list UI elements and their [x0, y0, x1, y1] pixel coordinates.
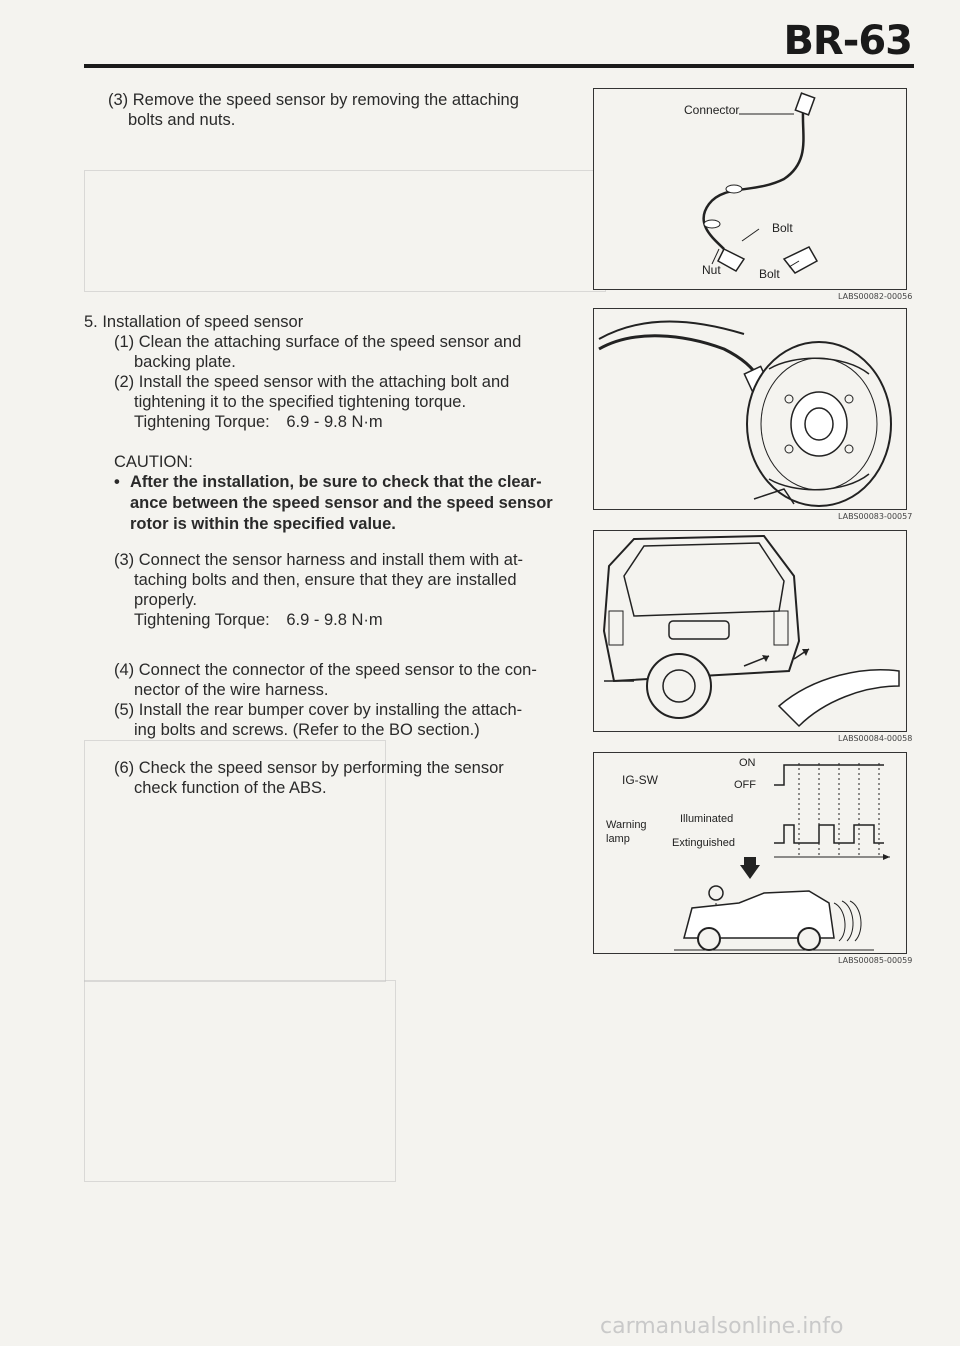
vehicle-rear-illustration [594, 531, 906, 731]
label-illuminated: Illuminated [680, 813, 734, 825]
caution-block [114, 452, 584, 535]
install-step-1-line2: backing plate. [134, 353, 236, 371]
install-step-2-line2: tightening it to the specified tightening torque. [134, 393, 467, 411]
installation-section [84, 312, 584, 432]
torque-label: Tightening Torque: [134, 611, 270, 629]
install-step-1 [84, 332, 584, 372]
install-step-1-line1: (1) Clean the attaching surface of the speed sensor and [114, 333, 522, 351]
caution-line3: rotor is within the specified value. [130, 515, 396, 533]
figure-1-code: LABS00082-00056 [838, 292, 913, 301]
figure-speed-sensor-removal [593, 88, 907, 290]
install-step-6 [114, 758, 584, 798]
label-bolt-upper: Bolt [772, 221, 793, 235]
figure-abs-check-chart [593, 752, 907, 954]
figure-2-code: LABS00083-00057 [838, 512, 913, 521]
label-nut: Nut [702, 263, 721, 277]
install-step-4-5 [114, 660, 584, 740]
header-rule [84, 64, 914, 68]
install-step-6-line1: (6) Check the speed sensor by performing the sensor [114, 759, 504, 777]
torque-label: Tightening Torque: [134, 413, 270, 431]
install-step-3 [114, 550, 584, 630]
install-step-3-line2: taching bolts and then, ensure that they are installed [134, 571, 517, 589]
caution-text [114, 472, 584, 535]
speed-sensor-harness-illustration [594, 89, 906, 289]
install-step-2-line1: (2) Install the speed sensor with the attaching bolt and [114, 373, 510, 391]
label-extinguished: Extinguished [672, 837, 735, 849]
remove-step-3-line2: bolts and nuts. [128, 111, 236, 129]
caution-line1: After the installation, be sure to check that the clear- [130, 473, 542, 491]
install-step-5-line1: (5) Install the rear bumper cover by installing the attach- [114, 701, 523, 719]
label-warning: Warning [606, 819, 647, 831]
install-step-4-line1: (4) Connect the connector of the speed sensor to the con- [114, 661, 537, 679]
label-lamp: lamp [606, 833, 630, 845]
figure-3-code: LABS00084-00058 [838, 734, 913, 743]
torque-spec-1 [114, 412, 584, 432]
install-step-5-line2: ing bolts and screws. (Refer to the BO section.) [134, 721, 480, 739]
install-step-4-line2: nector of the wire harness. [134, 681, 329, 699]
label-ig-sw: IG-SW [622, 773, 658, 787]
label-bolt-lower: Bolt [759, 267, 780, 281]
torque-spec-2 [114, 610, 584, 630]
bullet-icon: • [114, 473, 120, 491]
backing-plate-illustration [594, 309, 906, 509]
torque-value: 6.9 - 9.8 N·m [286, 611, 383, 629]
install-step-2 [84, 372, 584, 432]
installation-heading: 5. Installation of speed sensor [84, 313, 304, 331]
page-number: BR-63 [783, 18, 912, 64]
label-connector: Connector [684, 103, 740, 117]
remove-step-3 [108, 90, 578, 130]
figure-backing-plate [593, 308, 907, 510]
bleed-through-box [84, 170, 606, 292]
figure-4-code: LABS00085-00059 [838, 956, 913, 965]
figure-rear-bumper [593, 530, 907, 732]
footer-watermark: carmanualsonline.info [600, 1314, 844, 1339]
label-on: ON [739, 757, 756, 769]
caution-line2: ance between the speed sensor and the speed sensor [130, 494, 553, 512]
install-step-3-line1: (3) Connect the sensor harness and install them with at- [114, 551, 524, 569]
label-off: OFF [734, 779, 756, 791]
bleed-through-figure-2 [84, 980, 396, 1182]
install-step-3-line3: properly. [134, 591, 197, 609]
torque-value: 6.9 - 9.8 N·m [286, 413, 383, 431]
remove-step-3-line1: (3) Remove the speed sensor by removing the attaching [108, 91, 519, 109]
caution-title: CAUTION: [114, 453, 193, 471]
install-step-6-line2: check function of the ABS. [134, 779, 327, 797]
